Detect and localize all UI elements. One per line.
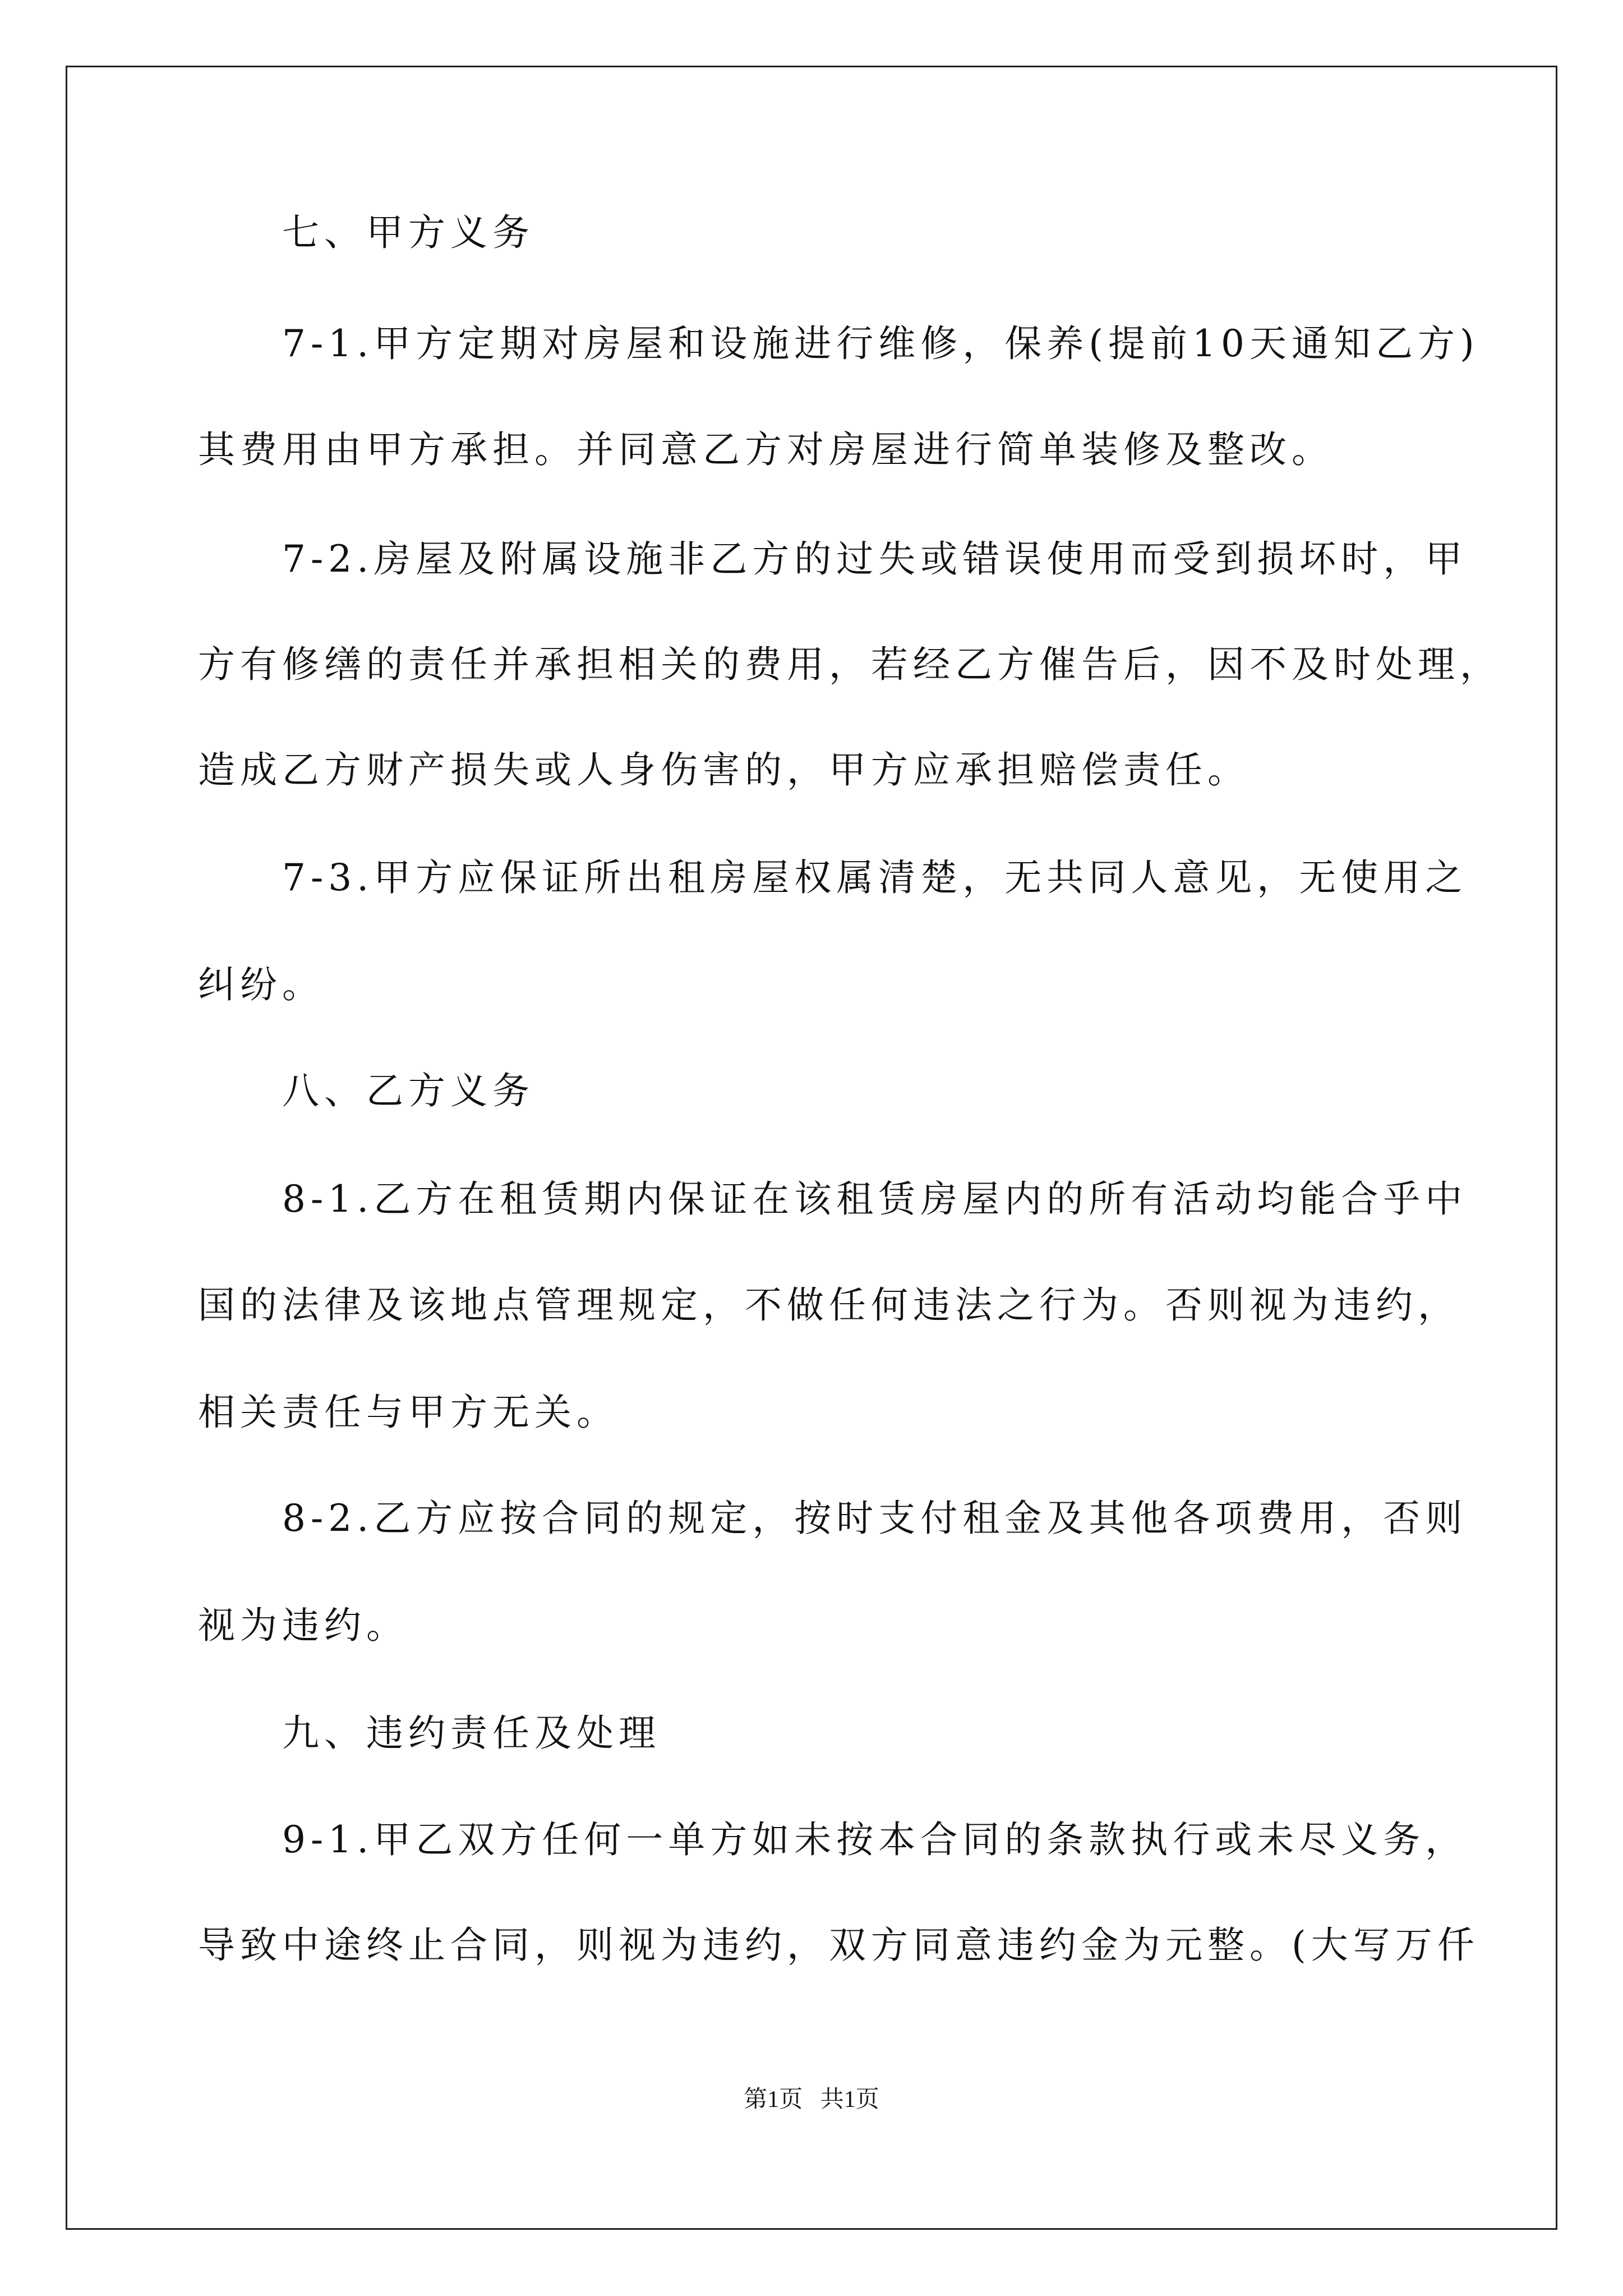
page-border	[66, 66, 1557, 2230]
paragraph-line: 国的法律及该地点管理规定，不做任何违法之行为。否则视为违约，	[198, 1283, 1460, 1327]
paragraph-line: 方有修缮的责任并承担相关的费用，若经乙方催告后，因不及时处理，	[198, 643, 1502, 686]
section-heading-8: 八、乙方义务	[282, 1069, 534, 1112]
paragraph-line: 7-1.甲方定期对房屋和设施进行维修，保养(提前10天通知乙方)	[282, 322, 1479, 365]
paragraph-line: 8-2.乙方应按合同的规定，按时支付租金及其他各项费用，否则	[282, 1497, 1468, 1540]
paragraph-line: 导致中途终止合同，则视为违约，双方同意违约金为元整。(大写万仟	[198, 1924, 1479, 1967]
paragraph-line: 7-2.房屋及附属设施非乙方的过失或错误使用而受到损坏时，甲	[282, 537, 1468, 581]
section-heading-9: 九、违约责任及处理	[282, 1711, 661, 1755]
paragraph-line: 视为违约。	[198, 1604, 408, 1647]
paragraph-line: 8-1.乙方在租赁期内保证在该租赁房屋内的所有活动均能合乎中	[282, 1177, 1468, 1221]
paragraph-line: 9-1.甲乙双方任何一单方如未按本合同的条款执行或未尽义务，	[282, 1818, 1468, 1861]
section-heading-7: 七、甲方义务	[282, 211, 534, 254]
paragraph-line: 造成乙方财产损失或人身伤害的，甲方应承担赔偿责任。	[198, 748, 1249, 792]
paragraph-line: 7-3.甲方应保证所出租房屋权属清楚，无共同人意见，无使用之	[282, 856, 1468, 899]
paragraph-line: 纠纷。	[198, 963, 324, 1006]
paragraph-line: 相关责任与甲方无关。	[198, 1391, 619, 1434]
page-footer: 第1页 共1页	[744, 2087, 879, 2113]
paragraph-line: 其费用由甲方承担。并同意乙方对房屋进行简单装修及整改。	[198, 428, 1334, 471]
